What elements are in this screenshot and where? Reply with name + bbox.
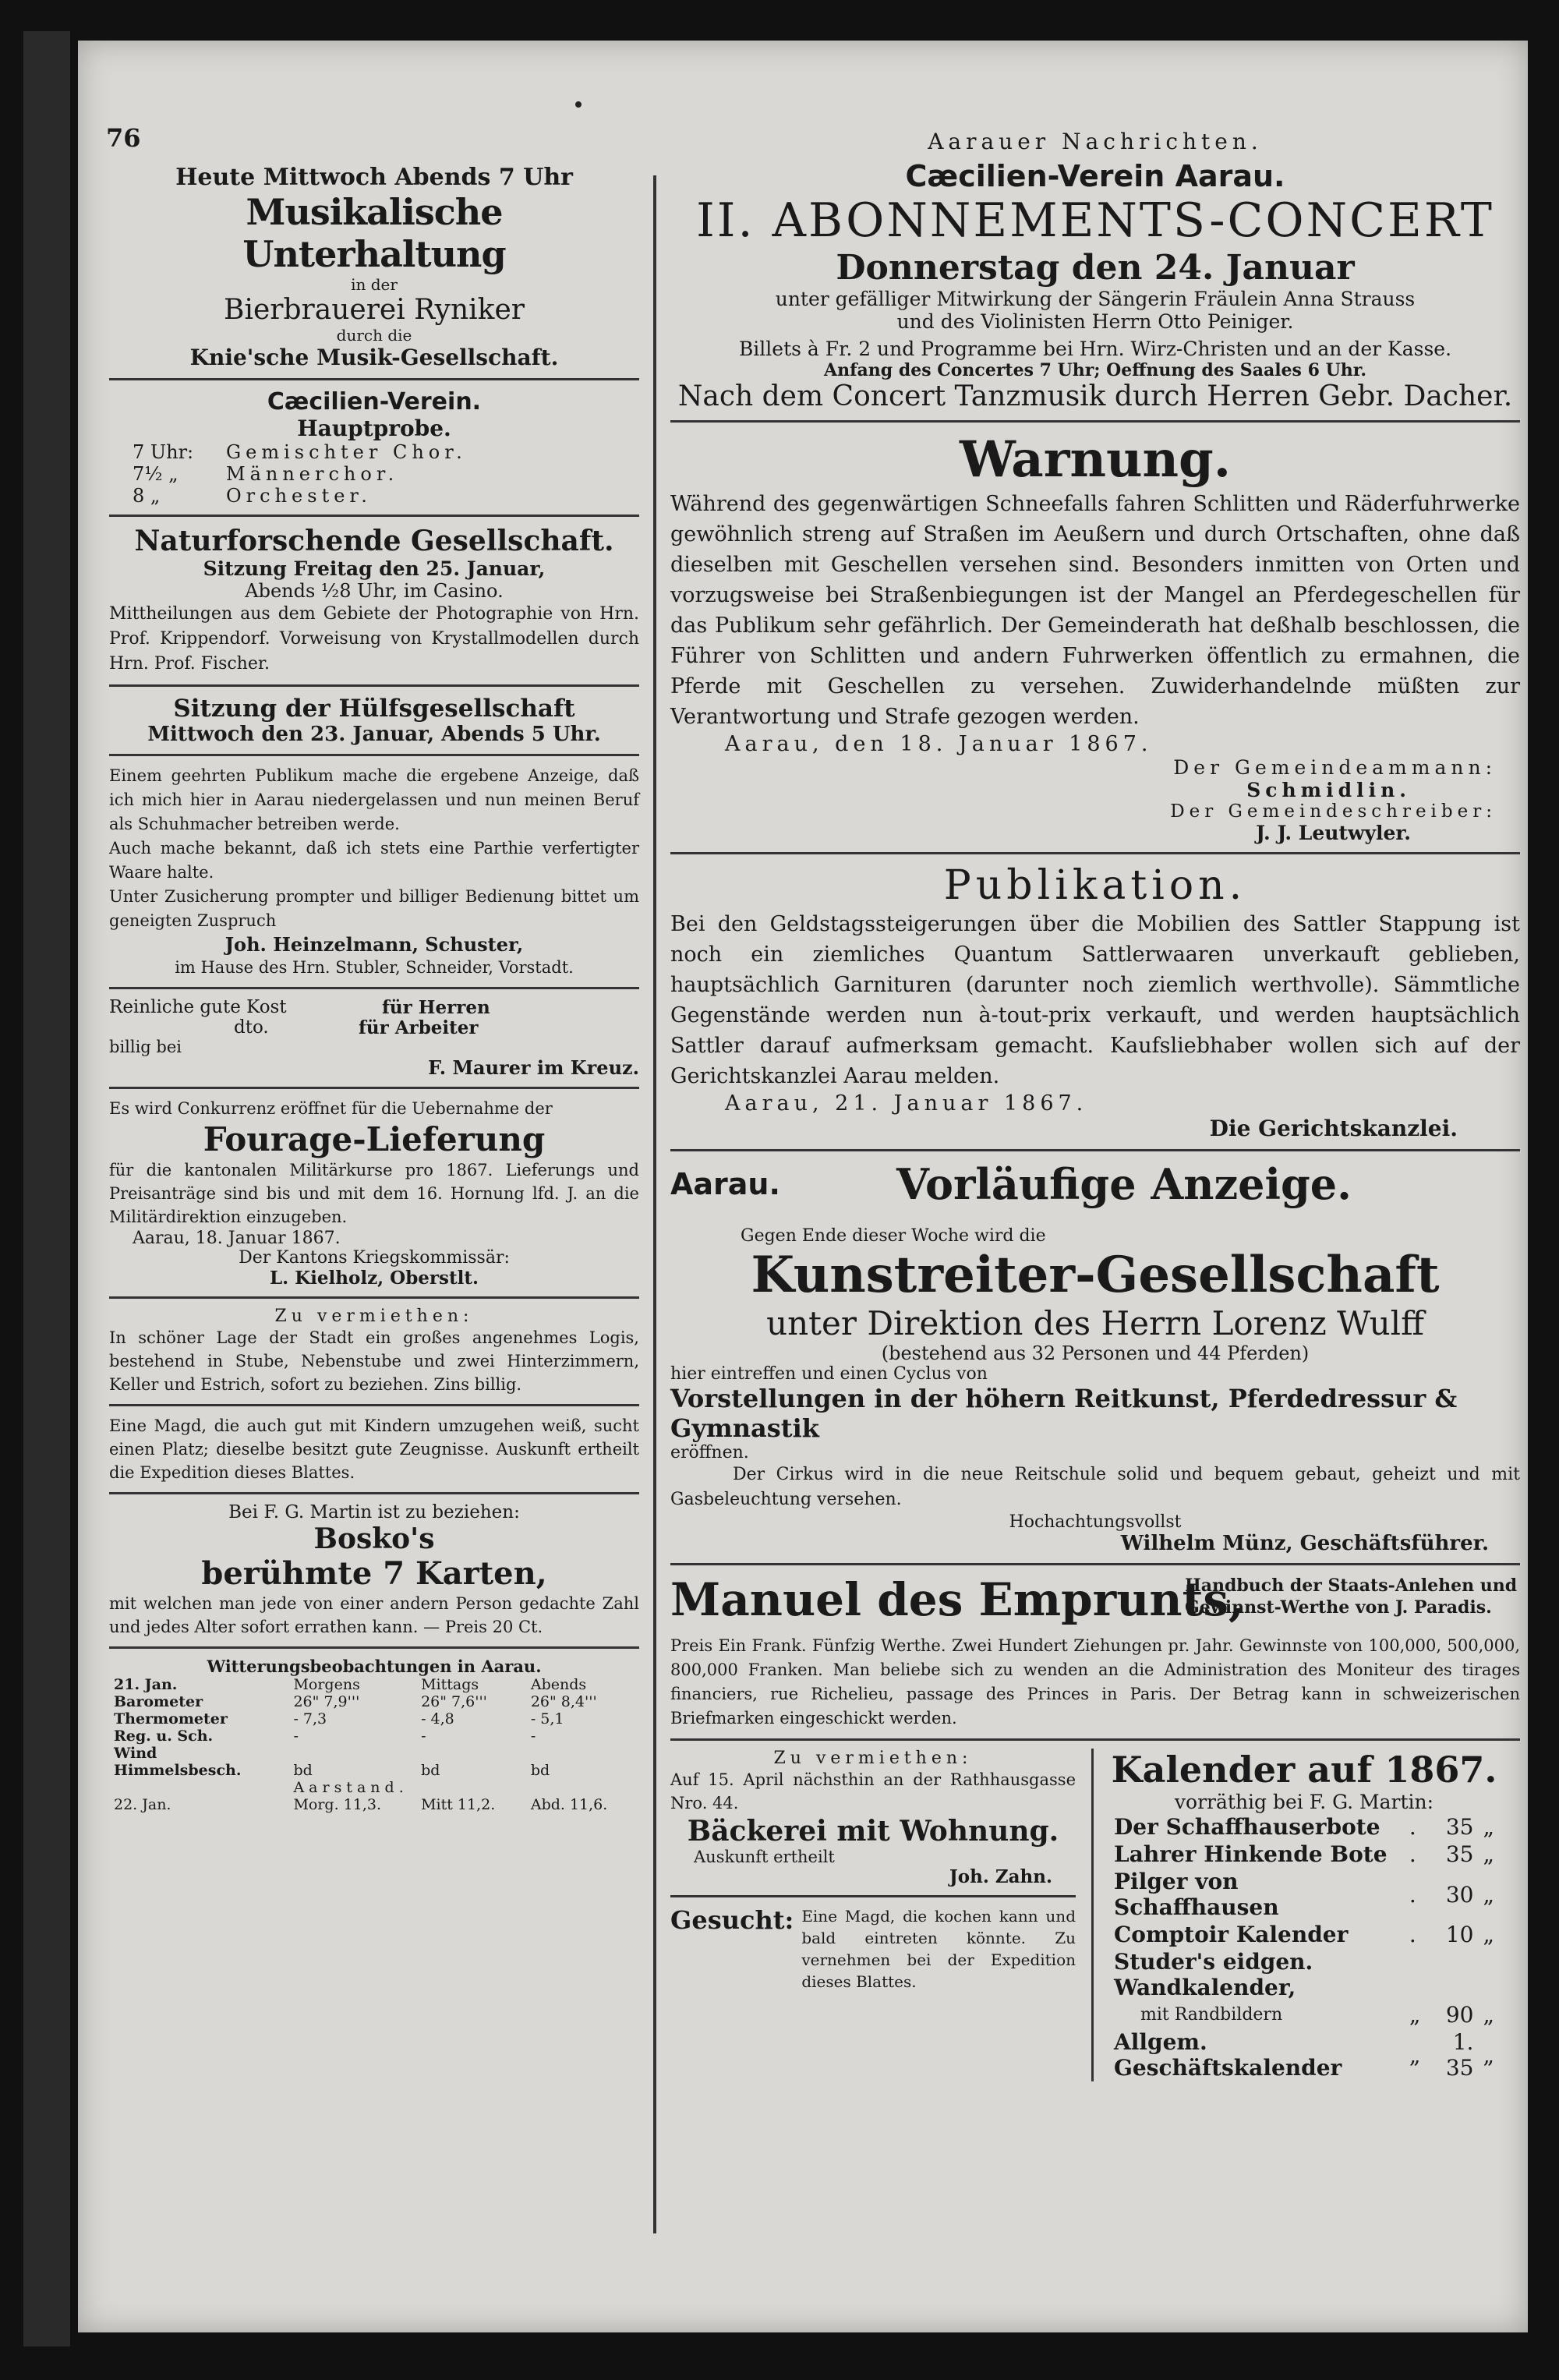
konkurrenz-intro: Es wird Conkurrenz eröffnet für die Uebernahme der [109, 1099, 553, 1118]
concert-mitwirkung: unter gefälliger Mitwirkung der Sängerin Fräulein Anna Strauss [775, 288, 1416, 310]
durch-die: durch die [336, 326, 412, 345]
divider [109, 1087, 639, 1089]
weather-row: Thermometer - 7,3 - 4,8 - 5,1 [114, 1710, 564, 1728]
kunstreiter-sub: (bestehend aus 32 Personen und 44 Pferden) [881, 1342, 1310, 1364]
zuv-info: Auskunft ertheilt [694, 1848, 835, 1866]
natur-abends: Abends ½8 Uhr, im Casino. [245, 580, 504, 602]
divider [670, 1895, 1076, 1897]
bottom-left [670, 1749, 1076, 2081]
weather-row: Wind [114, 1745, 157, 1762]
schuster-signature: Joh. Heinzelmann, Schuster, [224, 933, 524, 956]
schuster-text: Unter Zusicherung prompter und billiger Bedienung bittet um geneigten Zuspruch [109, 887, 639, 930]
kost-row: dto. für Arbeiter [234, 1017, 479, 1038]
fourage-date: Aarau, 18. Januar 1867. [133, 1229, 341, 1248]
right-column [670, 129, 1520, 2081]
divider [109, 754, 639, 756]
kalender-title: Kalender auf 1867. [1111, 1749, 1497, 1791]
heute-line: Heute Mittwoch Abends 7 Uhr [175, 164, 573, 191]
divider [670, 852, 1520, 854]
musik-title: Musikalische Unterhaltung [242, 191, 506, 275]
kunstreiter-title: Kunstreiter-Gesellschaft [751, 1246, 1440, 1304]
fourage-title: Fourage-Lieferung [203, 1120, 546, 1158]
weather-aarstand: Aarstand. [293, 1779, 408, 1796]
weather-row: Reg. u. Sch. - - - [114, 1728, 536, 1745]
left-column [106, 109, 639, 1813]
caecilien-title: Cæcilien-Verein. [267, 388, 482, 416]
probe-row: 7½ „ Männerchor. [133, 463, 399, 485]
gesucht-block [670, 1905, 1076, 1993]
bosko-intro: Bei F. G. Martin ist zu beziehen: [228, 1502, 520, 1522]
kalender-intro: vorräthig bei F. G. Martin: [1174, 1791, 1434, 1813]
book-binding-edge [23, 31, 70, 2346]
warnung-sig-name: J. J. Leutwyler. [1256, 822, 1411, 844]
paper-header: Aarauer Nachrichten. [928, 129, 1263, 154]
probe-row: 7 Uhr: Gemischter Chor. [133, 441, 467, 463]
concert-billets: Billets à Fr. 2 und Programme bei Hrn. Wirz-Christen und an der Kasse. [738, 338, 1452, 360]
divider [670, 420, 1520, 423]
divider [109, 1404, 639, 1406]
kalender-row: Allgem. Geschäftskalender „ 1. 35 „ [1114, 2029, 1494, 2081]
schuster-text: Einem geehrten Publikum mache die ergebene Anzeige, daß ich mich hier in Aarau niedergelassen und nun meinen Beruf als Schuhmacher betreiben werde. [109, 766, 639, 833]
vermiet-text: In schöner Lage der Stadt ein großes angenehmes Logis, bestehend in Stube, Nebenstube und zwei Hinterzimmern, Keller und Estrich, sofort zu beziehen. Zins billig. [109, 1328, 639, 1394]
bosko-name: Bosko's [313, 1522, 435, 1555]
bottom-right [1109, 1749, 1499, 2081]
bosko-title: berühmte 7 Karten, [201, 1555, 547, 1592]
fourage-sig-name: L. Kielholz, Oberstlt. [270, 1268, 479, 1289]
concert-anfang: Anfang des Concertes 7 Uhr; Oeffnung des Saales 6 Uhr. [824, 360, 1366, 380]
column-divider [653, 175, 656, 2233]
bottom-row [670, 1749, 1520, 2081]
anzeige-intro: Gegen Ende dieser Woche wird die [741, 1226, 1046, 1246]
warnung-date: Aarau, den 18. Januar 1867. [725, 732, 1153, 756]
vermiet-title: Zu vermiethen: [274, 1307, 474, 1326]
kunstreiter-sig: Wilhelm Münz, Geschäftsführer. [1120, 1532, 1489, 1555]
weather-row: Barometer 26" 7,9''' 26" 7,6''' 26" 8,4''' [114, 1693, 597, 1710]
kunstreiter-text: hier eintreffen und einen Cyclus von [670, 1364, 988, 1384]
concert-tanzmusik: Nach dem Concert Tanzmusik durch Herren Gebr. Dacher. [677, 380, 1513, 412]
divider [670, 1563, 1520, 1565]
kost-signature: F. Maurer im Kreuz. [428, 1056, 639, 1079]
kalender-row: Der Schaffhauserbote . 35 „ [1114, 1814, 1494, 1840]
fourage-sig: Der Kantons Kriegskommissär: [239, 1248, 510, 1268]
huelfs-date: Mittwoch den 23. Januar, Abends 5 Uhr. [147, 723, 601, 746]
weather-title: Witterungsbeobachtungen in Aarau. [207, 1657, 542, 1676]
probe-row: 8 „ Orchester. [133, 485, 372, 507]
caecilien-aarau: Cæcilien-Verein Aarau. [905, 159, 1285, 193]
column-divider [1091, 1749, 1094, 2081]
kunstreiter-text: eröffnen. [670, 1443, 749, 1462]
bierbrauerei: Bierbrauerei Ryniker [224, 294, 525, 326]
ink-dot [575, 101, 582, 108]
divider [109, 515, 639, 517]
manuel-side: Handbuch der Staats-Anlehen und Gewinnst-Werthe von J. Paradis. [1185, 1575, 1518, 1618]
zuv-text: Auf 15. April nächsthin an der Rathhausgasse Nro. 44. [670, 1770, 1076, 1812]
probe-list [109, 441, 639, 507]
publikation-text: Bei den Geldstagssteigerungen über die Mobilien des Sattler Stappung ist noch ein ziemliches Quantum Sattlerwaaren unverkauft geblieben, hauptsächlich Garnituren (darunter noch ziemlich werthvolle). Sämmtliche Gegenstände werden nun à-tout-prix verkauft, und werden hauptsächlich Sattler darauf aufmerksam gemacht. Kaufsliebhaber wollen sich auf der Gerichtskanzlei Aarau melden. [670, 912, 1520, 1088]
in-der: in der [351, 275, 398, 294]
concert-date: Donnerstag den 24. Januar [836, 248, 1355, 288]
natur-sitzung: Sitzung Freitag den 25. Januar, [203, 557, 546, 580]
kalender-row: Lahrer Hinkende Bote . 35 „ [1114, 1841, 1494, 1867]
kalender-row: mit Randbildern „ 90 „ [1140, 2002, 1494, 2028]
warnung-sig: Der Gemeindeschreiber: [1170, 801, 1497, 822]
kunstreiter-vorstellungen: Vorstellungen in der höhern Reitkunst, Pferdedressur & Gymnastik [670, 1384, 1458, 1443]
schuster-text: Auch mache bekannt, daß ich stets eine Parthie verfertigter Waare halte. [109, 839, 639, 882]
schuster-address: im Hause des Hrn. Stubler, Schneider, Vorstadt. [175, 958, 574, 977]
manuel-heading [670, 1573, 1520, 1628]
manuel-text: Preis Ein Frank. Fünfzig Werthe. Zwei Hundert Ziehungen pr. Jahr. Gewinnste von 100,000, 500,000, 800,000 Franken. Man beliebe sich zu wenden an die Administration des Moniteur des tirages financiers, rue Richelieu, passage des Princes in Paris. Der Betrag kann in schweizerischen Briefmarken eingeschickt werden. [670, 1636, 1520, 1728]
fourage-text: für die kantonalen Militärkurse pro 1867. Lieferungs und Preisanträge sind bis und mit dem 16. Hornung lfd. J. an die Militärdirektion einzugeben. [109, 1161, 639, 1226]
divider [670, 1149, 1520, 1151]
publikation-title: Publikation. [943, 862, 1247, 909]
natur-title: Naturforschende Gesellschaft. [134, 525, 614, 557]
kalender-row: Comptoir Kalender . 10 „ [1114, 1922, 1494, 1947]
gesucht-label: Gesucht: [670, 1905, 794, 1935]
warnung-title: Warnung. [959, 430, 1232, 489]
weather-table [109, 1676, 639, 1813]
divider [670, 1738, 1520, 1741]
warnung-text: Während des gegenwärtigen Schneefalls fahren Schlitten und Räderfuhrwerke gewöhnlich streng auf Straßen im Aeußern und durch Ortschaften, ohne daß dieselben mit Geschellen versehen sind. Besonders inmitten von Orten und vorzugsweise bei Straßenbiegungen ist der Mangel an Pferdegeschellen für das Publikum sehr gefährlich. Der Gemeinderath hat deßhalb beschlossen, die Führer von Schlitten und andern Fuhrwerken öffentlich zu ermahnen, die Pferde mit Geschellen zu versehen. Zuwiderhandelnde müßten zur Verantwortung und Strafe gezogen werden. [670, 492, 1520, 729]
natur-text: Mittheilungen aus dem Gebiete der Photographie von Hrn. Prof. Krippendorf. Vorweisung von Krystallmodellen durch Hrn. Prof. Fischer. [109, 604, 639, 674]
divider [109, 987, 639, 989]
page-number: 76 [106, 123, 141, 153]
divider [109, 378, 639, 380]
divider [109, 684, 639, 687]
kost-row: Reinliche gute Kost für Herren [109, 997, 490, 1018]
publikation-date: Aarau, 21. Januar 1867. [725, 1091, 1088, 1116]
anzeige-title: Vorläufige Anzeige. [896, 1159, 1352, 1209]
publikation-sig: Die Gerichtskanzlei. [1209, 1116, 1458, 1141]
concert-title: II. ABONNEMENTS-CONCERT [696, 193, 1494, 248]
kunstreiter-text: Der Cirkus wird in die neue Reitschule solid und bequem gebaut, geheizt und mit Gasbeleuchtung versehen. [670, 1465, 1520, 1509]
bosko-text: mit welchen man jede von einer andern Person gedachte Zahl und jedes Alter sofort errathen kann. — Preis 20 Ct. [109, 1594, 639, 1636]
warnung-sig-name: Schmidlin. [1246, 779, 1411, 801]
anzeige-heading [670, 1159, 1520, 1215]
baeckerei: Bäckerei mit Wohnung. [687, 1815, 1059, 1848]
weather-row: Himmelsbesch. bd bd bd [114, 1762, 550, 1779]
concert-mitwirkung: und des Violinisten Herrn Otto Peiniger. [896, 310, 1294, 333]
kalender-row: Studer's eidgen. Wandkalender, [1114, 1949, 1313, 2000]
huelfs-title: Sitzung der Hülfsgesellschaft [173, 695, 575, 723]
kunstreiter-hochachtung: Hochachtungsvollst [1009, 1512, 1182, 1532]
warnung-sig: Der Gemeindeammann: [1173, 756, 1497, 779]
knie-gesellschaft: Knie'sche Musik-Gesellschaft. [189, 345, 559, 370]
kost-billig: billig bei [109, 1038, 182, 1056]
zuv-title: Zu vermiethen: [773, 1749, 973, 1768]
zuv-sig: Joh. Zahn. [949, 1866, 1052, 1887]
kalender-row: Pilger von Schaffhausen . 30 „ [1114, 1869, 1494, 1920]
divider [109, 1296, 639, 1299]
divider [109, 1646, 639, 1649]
manuel-title: Manuel des Emprunts, [670, 1573, 1245, 1626]
gesucht-text: Eine Magd, die kochen kann und bald eintreten könnte. Zu vernehmen bei der Expedition dieses Blattes. [801, 1907, 1076, 1991]
weather-header: 21. Jan. Morgens Mittags Abends [114, 1676, 587, 1693]
hauptprobe: Hauptprobe. [297, 416, 451, 441]
anzeige-place: Aarau. [670, 1167, 780, 1201]
kalender-table [1109, 1813, 1499, 2081]
kunstreiter-direktion: unter Direktion des Herrn Lorenz Wulff [766, 1304, 1424, 1342]
divider [109, 1492, 639, 1494]
weather-last: 22. Jan. Morg. 11,3. Mitt 11,2. Abd. 11,6. [114, 1796, 608, 1813]
magd-text: Eine Magd, die auch gut mit Kindern umzugehen weiß, sucht einen Platz; dieselbe besitzt gute Zeugnisse. Auskunft ertheilt die Expedition dieses Blattes. [109, 1416, 639, 1482]
